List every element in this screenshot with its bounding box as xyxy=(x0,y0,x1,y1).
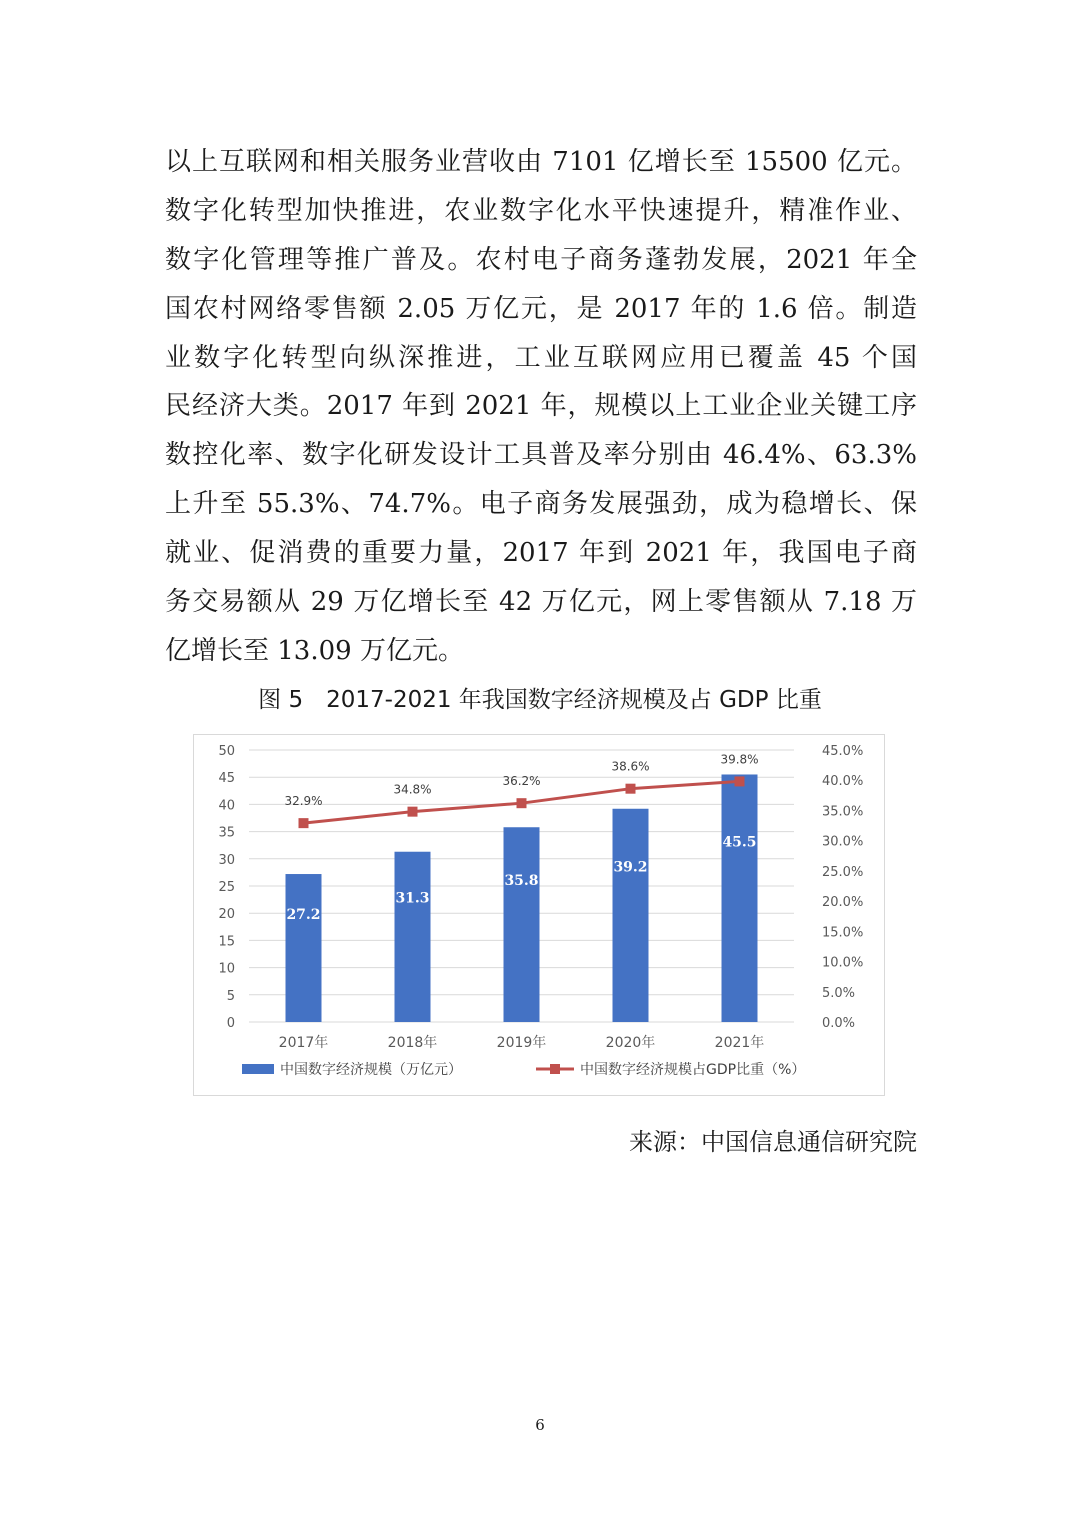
y-left-tick-label: 10 xyxy=(218,961,235,977)
line-marker xyxy=(626,784,636,794)
bar xyxy=(613,809,649,1022)
x-tick-label: 2019年 xyxy=(496,1035,547,1051)
x-tick-label: 2018年 xyxy=(387,1035,438,1051)
y-right-tick-label: 5.0% xyxy=(822,985,856,1001)
y-left-tick-label: 40 xyxy=(218,798,235,814)
y-left-tick-label: 45 xyxy=(218,771,235,787)
legend-line-label: 中国数字经济规模占GDP比重（%） xyxy=(580,1062,806,1078)
y-right-tick-label: 45.0% xyxy=(822,744,864,759)
bar xyxy=(722,774,758,1022)
y-right-tick-label: 0.0% xyxy=(822,1016,856,1031)
figure-caption: 图 5 2017-2021 年我国数字经济规模及占 GDP 比重 xyxy=(258,687,822,713)
body-line: 数控化率、数字化研发设计工具普及率分别由 46.4%、63.3% xyxy=(165,440,917,471)
chart-legend xyxy=(242,1061,805,1078)
y-right-tick-label: 30.0% xyxy=(822,834,864,850)
x-tick-label: 2020年 xyxy=(605,1035,656,1051)
body-paragraph xyxy=(165,138,917,676)
chart-container xyxy=(193,734,885,1096)
line-data-label: 38.6% xyxy=(611,759,650,774)
bar-data-label: 45.5 xyxy=(722,834,757,851)
y-right-tick-label: 40.0% xyxy=(822,774,864,790)
combo-chart xyxy=(194,735,886,1097)
bar-data-label: 35.8 xyxy=(504,872,539,889)
body-line: 国农村网络零售额 2.05 万亿元，是 2017 年的 1.6 倍。制造 xyxy=(165,293,917,324)
bar xyxy=(504,827,540,1022)
body-line: 民经济大类。2017 年到 2021 年，规模以上工业企业关键工序 xyxy=(165,391,917,422)
body-line: 亿增长至 13.09 万亿元。 xyxy=(165,635,464,666)
x-tick-label: 2021年 xyxy=(714,1035,765,1051)
y-left-tick-label: 15 xyxy=(218,934,235,950)
line-marker xyxy=(299,818,309,828)
y-left-tick-label: 5 xyxy=(226,988,235,1004)
bar xyxy=(286,874,322,1022)
legend-bar-swatch xyxy=(242,1064,274,1074)
y-left-tick-label: 35 xyxy=(218,825,235,841)
body-line: 就业、促消费的重要力量，2017 年到 2021 年，我国电子商 xyxy=(165,538,917,569)
body-line: 上升至 55.3%、74.7%。电子商务发展强劲，成为稳增长、保 xyxy=(165,489,917,520)
y-left-tick-label: 20 xyxy=(218,907,235,923)
bar-series xyxy=(286,774,758,1022)
y-left-tick-label: 50 xyxy=(218,744,235,759)
line-data-label: 36.2% xyxy=(502,774,541,789)
body-line: 以上互联网和相关服务业营收由 7101 亿增长至 15500 亿元。 xyxy=(165,147,917,177)
body-line: 务交易额从 29 万亿增长至 42 万亿元，网上零售额从 7.18 万 xyxy=(165,587,917,618)
y-right-tick-label: 35.0% xyxy=(822,804,864,820)
bar-data-label: 31.3 xyxy=(395,890,430,907)
y-right-tick-label: 20.0% xyxy=(822,895,864,911)
legend-line-marker xyxy=(550,1064,560,1074)
body-line: 业数字化转型向纵深推进，工业互联网应用已覆盖 45 个国 xyxy=(165,342,917,373)
y-right-tick-label: 15.0% xyxy=(822,925,864,941)
line-marker xyxy=(735,776,745,786)
legend-bar-label: 中国数字经济规模（万亿元） xyxy=(280,1062,462,1078)
line-data-label: 39.8% xyxy=(720,752,759,767)
page-number: 6 xyxy=(535,1416,545,1434)
y-right-tick-label: 10.0% xyxy=(822,955,864,971)
source-note: 来源：中国信息通信研究院 xyxy=(629,1128,917,1156)
line-data-label: 34.8% xyxy=(393,782,432,797)
line-series xyxy=(284,752,758,828)
line-data-label: 32.9% xyxy=(284,794,323,809)
y-left-tick-label: 0 xyxy=(226,1016,235,1031)
line-marker xyxy=(408,807,418,817)
bar xyxy=(395,852,431,1022)
body-line: 数字化管理等推广普及。农村电子商务蓬勃发展，2021 年全 xyxy=(165,244,917,275)
y-right-tick-label: 25.0% xyxy=(822,864,864,880)
bar-data-label: 39.2 xyxy=(613,859,648,876)
x-tick-label: 2017年 xyxy=(278,1035,329,1051)
line-marker xyxy=(517,798,527,808)
body-line: 数字化转型加快推进，农业数字化水平快速提升，精准作业、 xyxy=(165,195,917,226)
y-left-tick-label: 25 xyxy=(218,880,235,895)
bar-data-label: 27.2 xyxy=(286,906,321,923)
y-left-tick-label: 30 xyxy=(218,852,235,868)
